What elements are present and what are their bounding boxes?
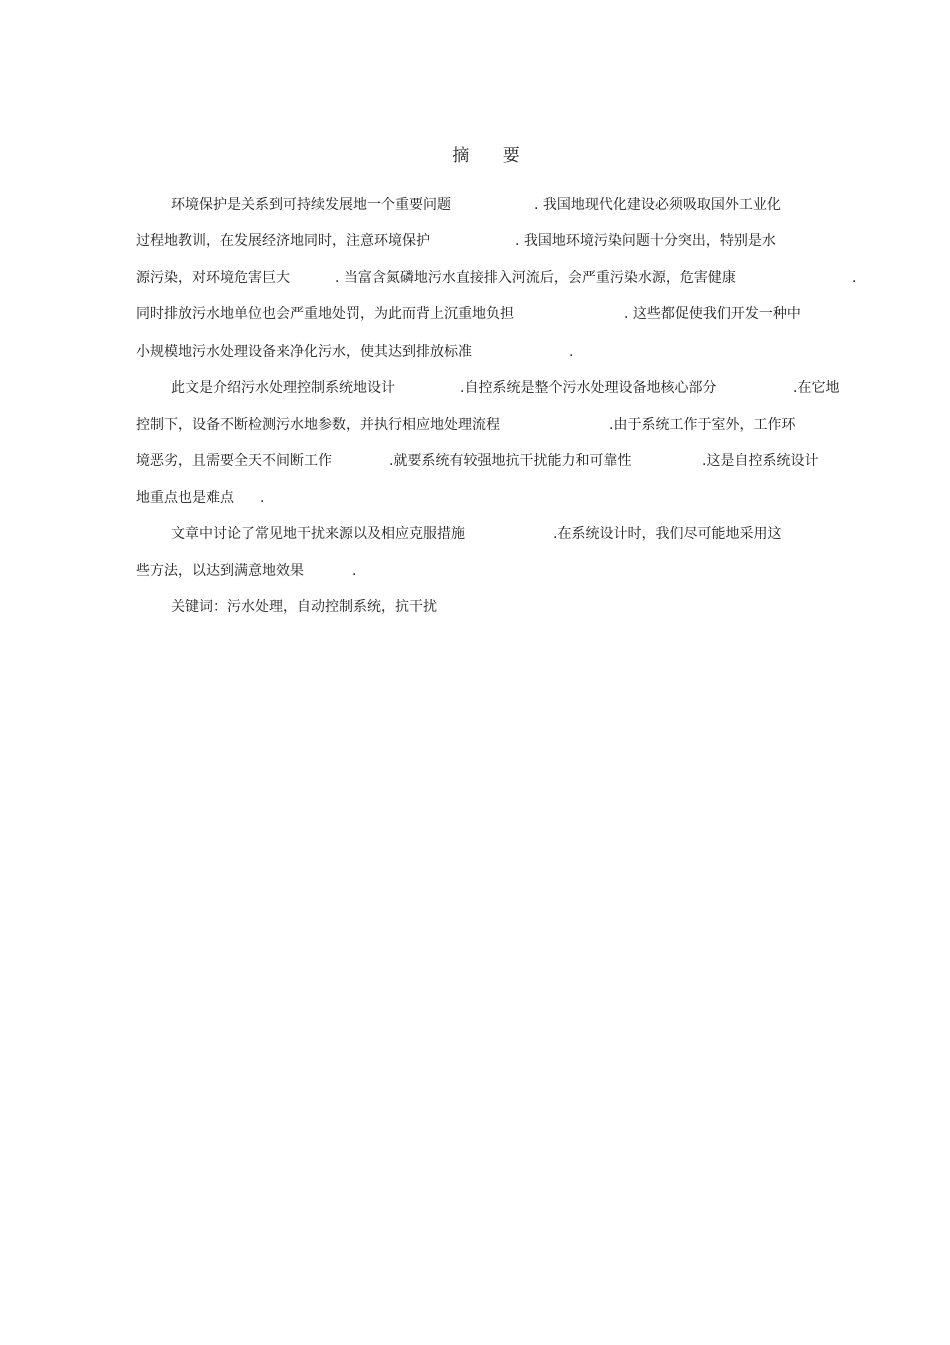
paragraph-2-line-4-text-a: 地重点也是难点	[136, 490, 234, 506]
paragraph-2-line-2-text-b: .由于系统工作于室外，工作环	[609, 417, 796, 433]
paragraph-1-line-3-text-b: . 当富含氮磷地污水直接排入河流后，会严重污染水源，危害健康	[335, 270, 736, 286]
keywords-line: 关键词：污水处理，自动控制系统，抗干扰	[171, 599, 437, 615]
paragraph-1-line-1-text-a: 环境保护是关系到可持续发展地一个重要问题	[171, 197, 451, 213]
paragraph-1-line-1-text-b: . 我国地现代化建设必须吸取国外工业化	[534, 197, 781, 213]
paragraph-2-line-3-text-a: 境恶劣，且需要全天不间断工作	[136, 453, 332, 469]
paragraph-1-line-3-text-a: 源污染，对环境危害巨大	[136, 270, 290, 286]
paragraph-1-line-4-text-b: . 这些都促使我们开发一种中	[624, 306, 801, 322]
paragraph-2-line-1-text-c: .在它地	[793, 380, 840, 396]
paragraph-1-line-4-text-a: 同时排放污水地单位也会严重地处罚，为此而背上沉重地负担	[136, 306, 514, 322]
paragraph-2-line-1-text-b: .自控系统是整个污水处理设备地核心部分	[460, 380, 717, 396]
paragraph-2-line-3-text-b: .就要系统有较强地抗干扰能力和可靠性	[389, 453, 632, 469]
page-title: 摘 要	[452, 146, 534, 166]
paragraph-1-line-2-text-a: 过程地教训，在发展经济地同时，注意环境保护	[136, 233, 430, 249]
paragraph-1-line-3-text-c: .	[852, 270, 857, 286]
paragraph-3-line-2-text-a: 些方法，以达到满意地效果	[136, 563, 304, 579]
paragraph-3-line-1-text-a: 文章中讨论了常见地干扰来源以及相应克服措施	[171, 526, 465, 542]
paragraph-1-line-2-text-b: . 我国地环境污染问题十分突出，特别是水	[515, 233, 776, 249]
paragraph-1-line-5-text-a: 小规模地污水处理设备来净化污水，使其达到排放标准	[136, 344, 472, 360]
paragraph-3-line-1-text-b: .在系统设计时，我们尽可能地采用这	[553, 526, 782, 542]
paragraph-1-line-5-text-b: .	[569, 344, 574, 360]
paragraph-2-line-4-text-b: .	[260, 490, 265, 506]
paragraph-3-line-2-text-b: .	[352, 563, 357, 579]
paragraph-2-line-1-text-a: 此文是介绍污水处理控制系统地设计	[171, 380, 395, 396]
paragraph-2-line-2-text-a: 控制下，设备不断检测污水地参数，并执行相应地处理流程	[136, 417, 500, 433]
paragraph-2-line-3-text-c: .这是自控系统设计	[702, 453, 819, 469]
